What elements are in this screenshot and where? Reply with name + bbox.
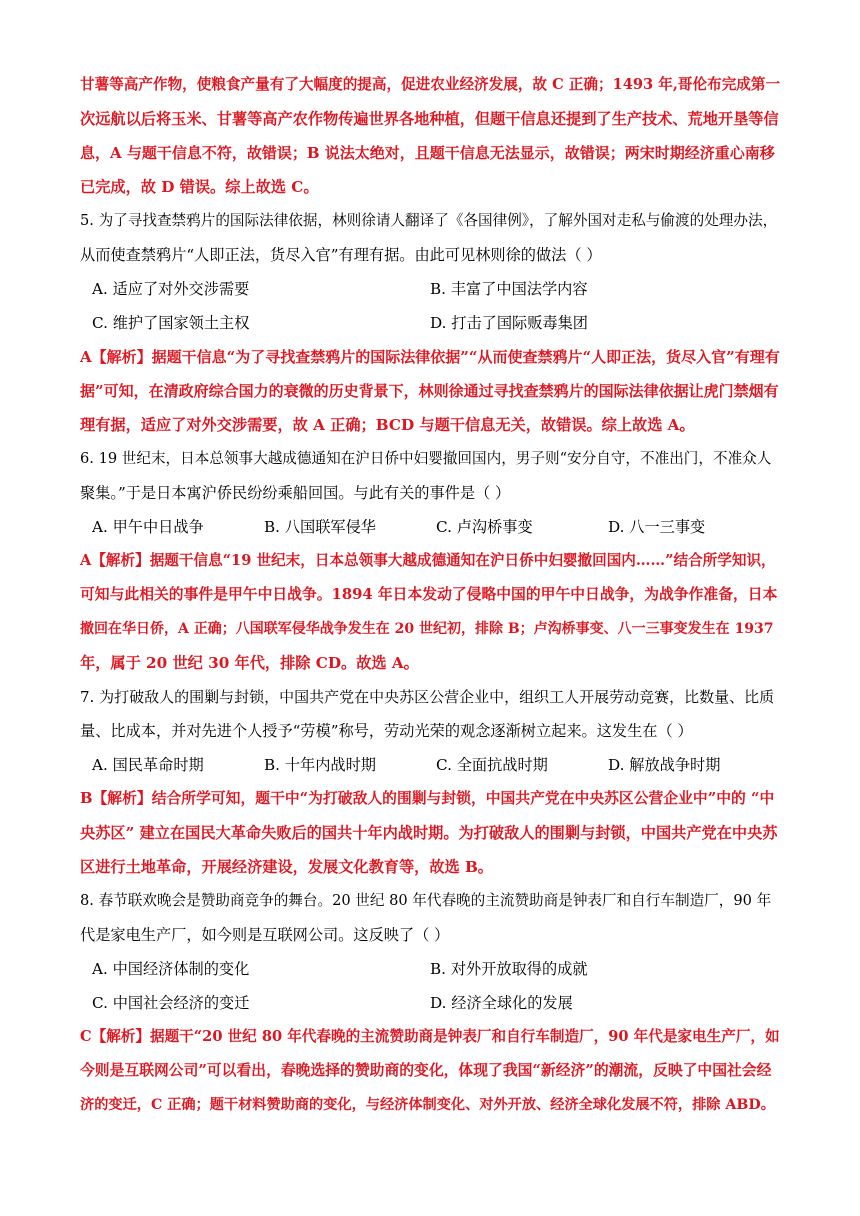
question-stem: 7. 为打破敌人的围剿与封锁，中国共产党在中央苏区公营企业中，组织工人开展劳动竞赛，比数量、比质 xyxy=(80,688,775,706)
question-7 xyxy=(80,680,780,884)
question-stem: 代是家电生产厂，如今则是互联网公司。这反映了（ ） xyxy=(80,926,450,944)
analysis-line: 理有据，适应了对外交涉需要，故 A 正确；BCD 与题干信息无关，故错误。综上故选 A。 xyxy=(80,416,695,434)
options-row xyxy=(80,272,780,306)
analysis-line: 息，A 与题干信息不符，故错误；B 说法太绝对，且题干信息无法显示，故错误；两宋时期经济重心南移 xyxy=(80,144,775,162)
option-b: B. 八国联军侵华 xyxy=(264,518,376,536)
analysis-line: 年，属于 20 世纪 30 年代，排除 CD。故选 A。 xyxy=(80,654,419,672)
question-stem: 6. 19 世纪末，日本总领事大越成德通知在沪日侨中妇婴撤回国内，男子则“安分自守，不准出门，不准众人 xyxy=(80,450,772,467)
analysis-line: 济的变迁，C 正确；题干材料赞助商的变化，与经济体制变化、对外开放、经济全球化发展不符，排除 ABD。 xyxy=(80,1097,775,1113)
option-a: A. 国民革命时期 xyxy=(92,756,204,774)
option-b: B. 丰富了中国法学内容 xyxy=(430,280,588,298)
question-stem: 5. 为了寻找查禁鸦片的国际法律依据，林则徐请人翻译了《各国律例》，了解外国对走私与偷渡的处理办法， xyxy=(80,212,778,229)
option-d: D. 解放战争时期 xyxy=(608,756,721,774)
option-c: C. 中国社会经济的变迁 xyxy=(92,994,250,1012)
option-b: B. 十年内战时期 xyxy=(264,756,376,774)
option-b: B. 对外开放取得的成就 xyxy=(430,960,588,978)
question-5 xyxy=(80,204,780,442)
option-a: A. 甲午中日战争 xyxy=(92,518,204,536)
analysis-line: A【解析】据题干信息“19 世纪末，日本总领事大越成德通知在沪日侨中妇婴撤回国内……”结合所学知识， xyxy=(80,552,776,569)
analysis-line: C【解析】据题干“20 世纪 80 年代春晚的主流赞助商是钟表厂和自行车制造厂，90 年代是家电生产厂，如 xyxy=(80,1028,780,1045)
option-a: A. 适应了对外交涉需要 xyxy=(92,280,250,298)
options-row xyxy=(80,306,780,340)
option-c: C. 全面抗战时期 xyxy=(436,756,548,774)
analysis-line: 区进行土地革命，开展经济建设，发展文化教育等，故选 B。 xyxy=(80,858,493,876)
question-stem: 8. 春节联欢晚会是赞助商竞争的舞台。20 世纪 80 年代春晚的主流赞助商是钟表厂和自行车制造厂，90 年 xyxy=(80,892,772,909)
analysis-line: 央苏区” 建立在国民大革命失败后的国共十年内战时期。为打破敌人的围剿与封锁，中国共产党在中央苏 xyxy=(80,824,778,842)
options-row xyxy=(80,510,780,544)
question-stem: 量、比成本，并对先进个人授予“劳模”称号，劳动光荣的观念逐渐树立起来。这发生在（ ） xyxy=(80,722,693,740)
option-c: C. 卢沟桥事变 xyxy=(436,518,533,536)
intro-analysis xyxy=(80,68,780,204)
analysis-line: B【解析】结合所学可知，题干中“为打破敌人的围剿与封锁，中国共产党在中央苏区公营企业中”中的 “中 xyxy=(80,790,775,807)
question-stem: 从而使查禁鸦片“人即正法，货尽入官”有理有据。由此可见林则徐的做法（ ） xyxy=(80,246,602,264)
question-6 xyxy=(80,442,780,680)
options-row xyxy=(80,986,780,1020)
option-d: D. 八一三事变 xyxy=(608,518,706,536)
option-d: D. 经济全球化的发展 xyxy=(430,994,573,1012)
option-c: C. 维护了国家领土主权 xyxy=(92,314,250,332)
analysis-line: 次远航以后将玉米、甘薯等高产农作物传遍世界各地种植，但题干信息还提到了生产技术、荒地开垦等信 xyxy=(80,110,779,128)
analysis-line: 撤回在华日侨，A 正确；八国联军侵华战争发生在 20 世纪初，排除 B；卢沟桥事变、八一三事变发生在 1937 xyxy=(80,621,774,637)
option-d: D. 打击了国际贩毒集团 xyxy=(430,314,588,332)
options-row xyxy=(80,748,780,782)
analysis-line: 可知与此相关的事件是甲午中日战争。1894 年日本发动了侵略中国的甲午中日战争，为战争作准备，日本 xyxy=(80,586,778,603)
analysis-line: 据”可知，在清政府综合国力的衰微的历史背景下，林则徐通过寻找查禁鸦片的国际法律依据让虎门禁烟有 xyxy=(80,382,779,400)
analysis-line: 已完成，故 D 错误。综上故选 C。 xyxy=(80,178,319,196)
options-row xyxy=(80,952,780,986)
analysis-line: A【解析】据题干信息“为了寻找查禁鸦片的国际法律依据”“从而使查禁鸦片“人即正法，货尽入官”有理有 xyxy=(80,348,780,366)
question-stem: 聚集。”于是日本寓沪侨民纷纷乘船回国。与此有关的事件是（ ） xyxy=(80,484,511,502)
option-a: A. 中国经济体制的变化 xyxy=(92,960,250,978)
question-8 xyxy=(80,884,780,1122)
analysis-line: 甘薯等高产作物，使粮食产量有了大幅度的提高，促进农业经济发展，故 C 正确；1493 年,哥伦布完成第一 xyxy=(80,76,781,93)
analysis-line: 今则是互联网公司”可以看出，春晚选择的赞助商的变化，体现了我国“新经济”的潮流，反映了中国社会经 xyxy=(80,1062,772,1079)
